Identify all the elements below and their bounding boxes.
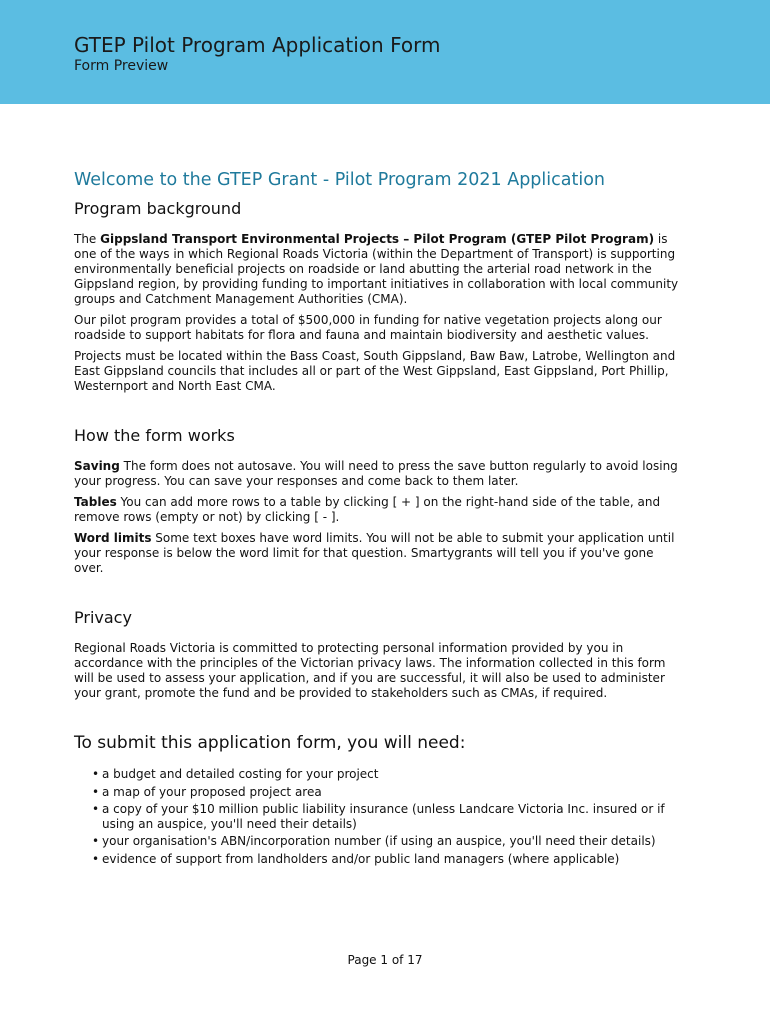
page-number: Page 1 of 17 <box>347 953 423 967</box>
requirements-list <box>92 767 684 866</box>
how-heading: How the form works <box>74 426 235 445</box>
privacy-heading: Privacy <box>74 608 132 627</box>
list-item: • a copy of your $10 million public liability insurance (unless Landcare Victoria Inc. insured or if using an auspice, you'll need their details) <box>92 802 665 831</box>
tables-paragraph: Tables You can add more rows to a table by clicking [ + ] on the right-hand side of the table, and remove rows (empty or not) by clicking [ - ]. <box>74 495 661 524</box>
word-limits-label: Word limits <box>74 531 152 545</box>
form-title: GTEP Pilot Program Application Form <box>74 33 441 57</box>
background-heading: Program background <box>74 199 242 218</box>
header-banner <box>0 0 770 104</box>
saving-paragraph: Saving The form does not autosave. You will need to press the save button regularly to avoid losing your progress. You can save your responses and come back to them later. <box>74 459 678 488</box>
welcome-heading: Welcome to the GTEP Grant - Pilot Program 2021 Application <box>74 170 605 190</box>
form-subtitle: Form Preview <box>74 58 169 74</box>
form-content <box>74 170 684 869</box>
list-item: • a budget and detailed costing for your project <box>92 767 379 781</box>
privacy-paragraph: Regional Roads Victoria is committed to protecting personal information provided by you in accordance with the principles of the Victorian privacy laws. The information collected in this form will be used to assess your application, and if you are successful, it will also be used to administer your grant, promote the fund and be provided to stakeholders such as CMAs, if required. <box>74 641 666 700</box>
saving-label: Saving <box>74 459 120 473</box>
list-item: • evidence of support from landholders and/or public land managers (where applicable) <box>92 851 620 866</box>
background-paragraph-2: Our pilot program provides a total of $500,000 in funding for native vegetation projects along our roadside to support habitats for flora and fauna and maintain biodiversity and aesthetic values. <box>74 313 662 342</box>
background-paragraph-3: Projects must be located within the Bass Coast, South Gippsland, Baw Baw, Latrobe, Wellington and East Gippsland councils that includes all or part of the West Gippsland, East Gippsland, Port Phillip, Westernport and North East CMA. <box>74 349 676 393</box>
list-item: • your organisation's ABN/incorporation number (if using an auspice, you'll need their details) <box>92 834 656 848</box>
word-limits-paragraph: Word limits Some text boxes have word limits. You will not be able to submit your application until your response is below the word limit for that question. Smartygrants will tell you if you've gone over. <box>74 531 675 575</box>
submit-heading: To submit this application form, you will need: <box>74 733 466 753</box>
background-paragraph-1: The Gippsland Transport Environmental Projects – Pilot Program (GTEP Pilot Program) is one of the ways in which Regional Roads Victoria (within the Department of Transport) is supporting environmentally beneficial projects on roadside or land abutting the arterial road network in the Gippsland region, by providing funding to important initiatives in collaboration with local community groups and Catchment Management Authorities (CMA). <box>74 232 679 306</box>
tables-label: Tables <box>74 495 117 509</box>
list-item: • a map of your proposed project area <box>92 784 322 799</box>
